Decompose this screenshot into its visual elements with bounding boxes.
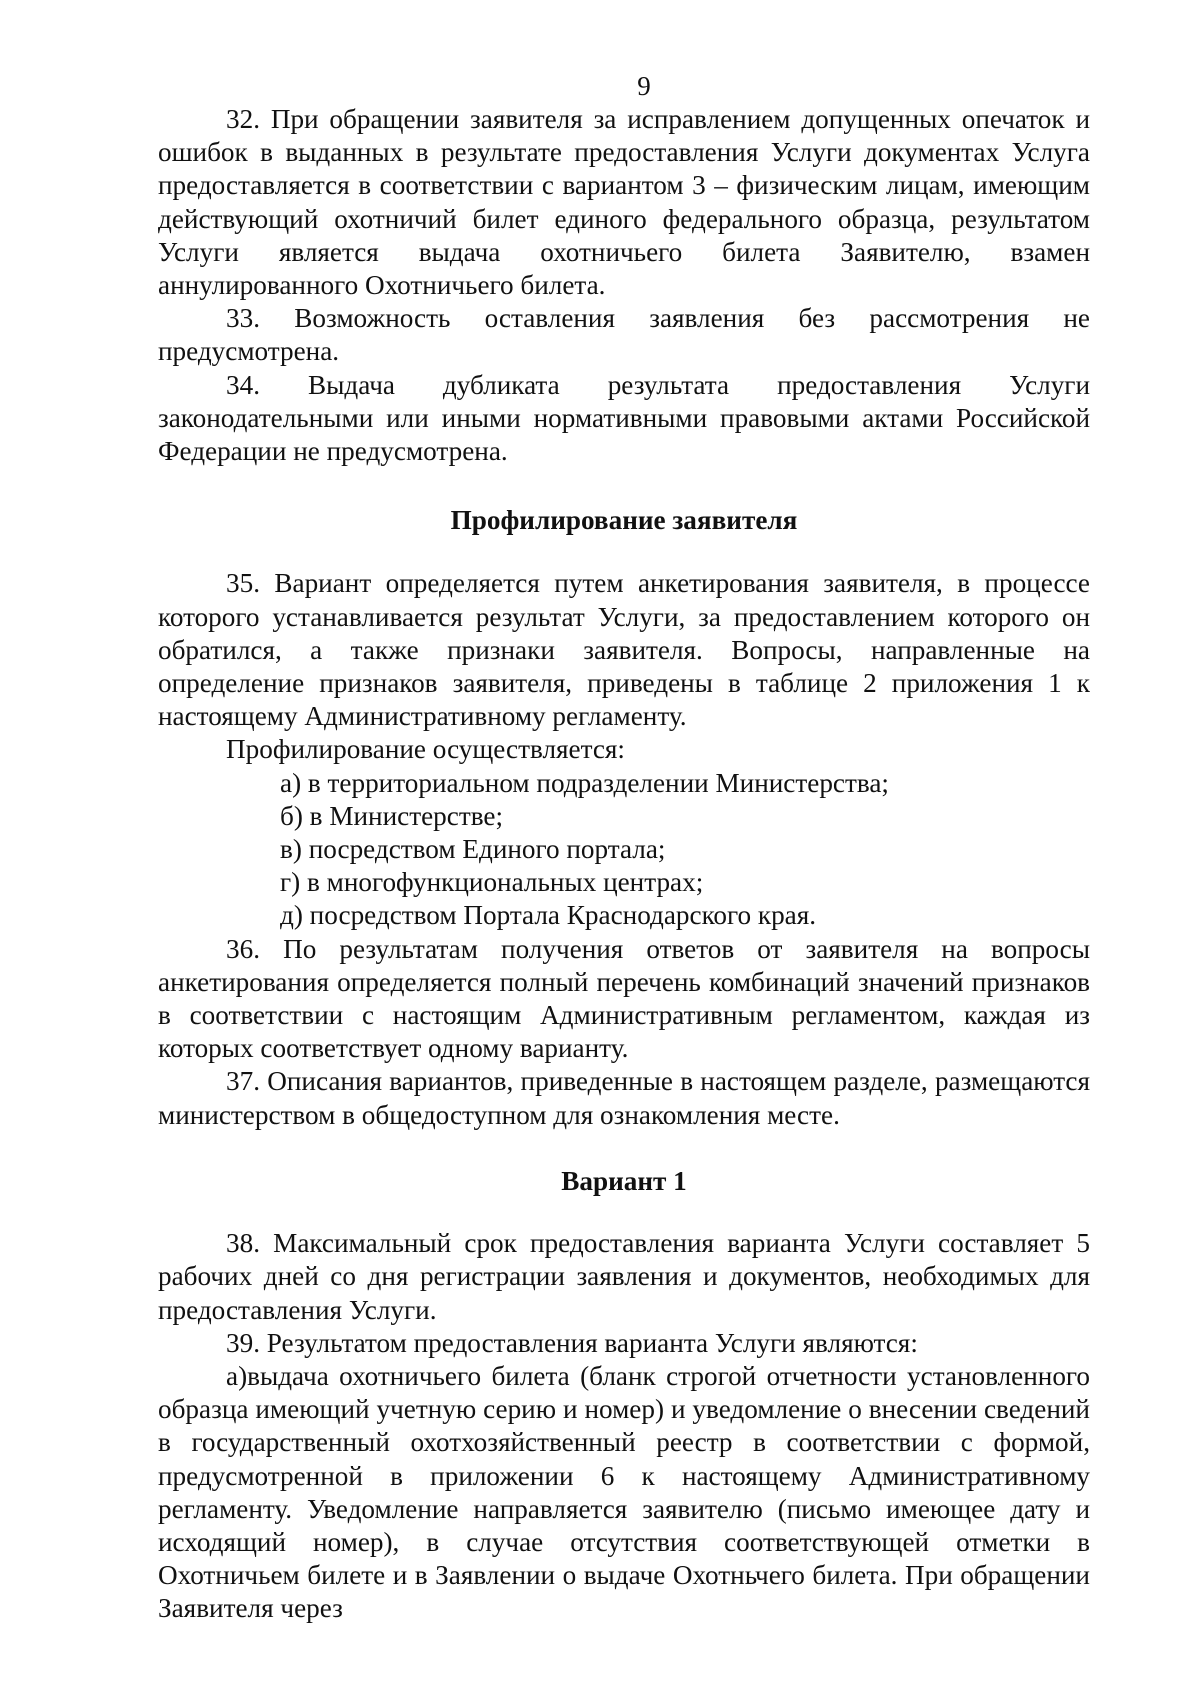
paragraph-39a: а)выдача охотничьего билета (бланк строгой отчетности установленного образца имеющий учетную серию и номер) и уведомление о внесении сведений в государственный охотхозяйственный реестр в соответствии с формой, предусмотренной в приложении 6 к настоящему Административному регламенту. Уведомление направляется заявителю (письмо имеющее дату и исходящий номер), в случае отсутствия соответствующей отметки в Охотничьем билете и в Заявлении о выдаче Охотньчего билета. При обращении Заявителя через	[158, 1360, 1090, 1624]
list-item: д) посредством Портала Краснодарского края.	[280, 900, 817, 931]
list-item: г) в многофункциональных центрах;	[280, 867, 704, 898]
paragraph-32: 32. При обращении заявителя за исправлением допущенных опечаток и ошибок в выданных в результате предоставления Услуги документах Услуга предоставляется в соответствии с вариантом 3 – физическим лицам, имеющим действующий охотничий билет единого федерального образца, результатом Услуги является выдача охотничьего билета Заявителю, взамен аннулированного Охотничьего билета.	[158, 104, 1090, 301]
section-heading-variant-1: Вариант 1	[561, 1165, 687, 1196]
page-number: 9	[637, 71, 651, 101]
profiling-list	[158, 767, 1090, 933]
list-item: в) посредством Единого портала;	[280, 834, 666, 865]
list-item: а) в территориальном подразделении Министерства;	[280, 767, 889, 798]
section-heading-profiling: Профилирование заявителя	[450, 505, 798, 536]
paragraph-35: 35. Вариант определяется путем анкетирования заявителя, в процессе которого устанавливается результат Услуги, за предоставлением которого он обратился, а также признаки заявителя. Вопросы, направленные на определение признаков заявителя, приведены в таблице 2 приложения 1 к настоящему Административному регламенту.	[158, 568, 1090, 732]
profiling-intro: Профилирование осуществляется:	[226, 734, 625, 765]
paragraph-33: 33. Возможность оставления заявления без рассмотрения не предусмотрена.	[158, 303, 1090, 367]
paragraph-38: 38. Максимальный срок предоставления варианта Услуги составляет 5 рабочих дней со дня регистрации заявления и документов, необходимых для предоставления Услуги.	[158, 1228, 1090, 1325]
paragraph-36: 36. По результатам получения ответов от заявителя на вопросы анкетирования определяется полный перечень комбинаций значений признаков в соответствии с настоящим Административным регламентом, каждая из которых соответствует одному варианту.	[158, 933, 1090, 1064]
list-item: б) в Министерстве;	[280, 800, 503, 831]
paragraph-37: 37. Описания вариантов, приведенные в настоящем разделе, размещаются министерством в общедоступном для ознакомления месте.	[158, 1066, 1090, 1130]
paragraph-34: 34. Выдача дубликата результата предоставления Услуги законодательными или иными нормативными правовыми актами Российской Федерации не предусмотрена.	[158, 369, 1090, 467]
paragraph-39: 39. Результатом предоставления варианта Услуги являются:	[226, 1327, 918, 1358]
